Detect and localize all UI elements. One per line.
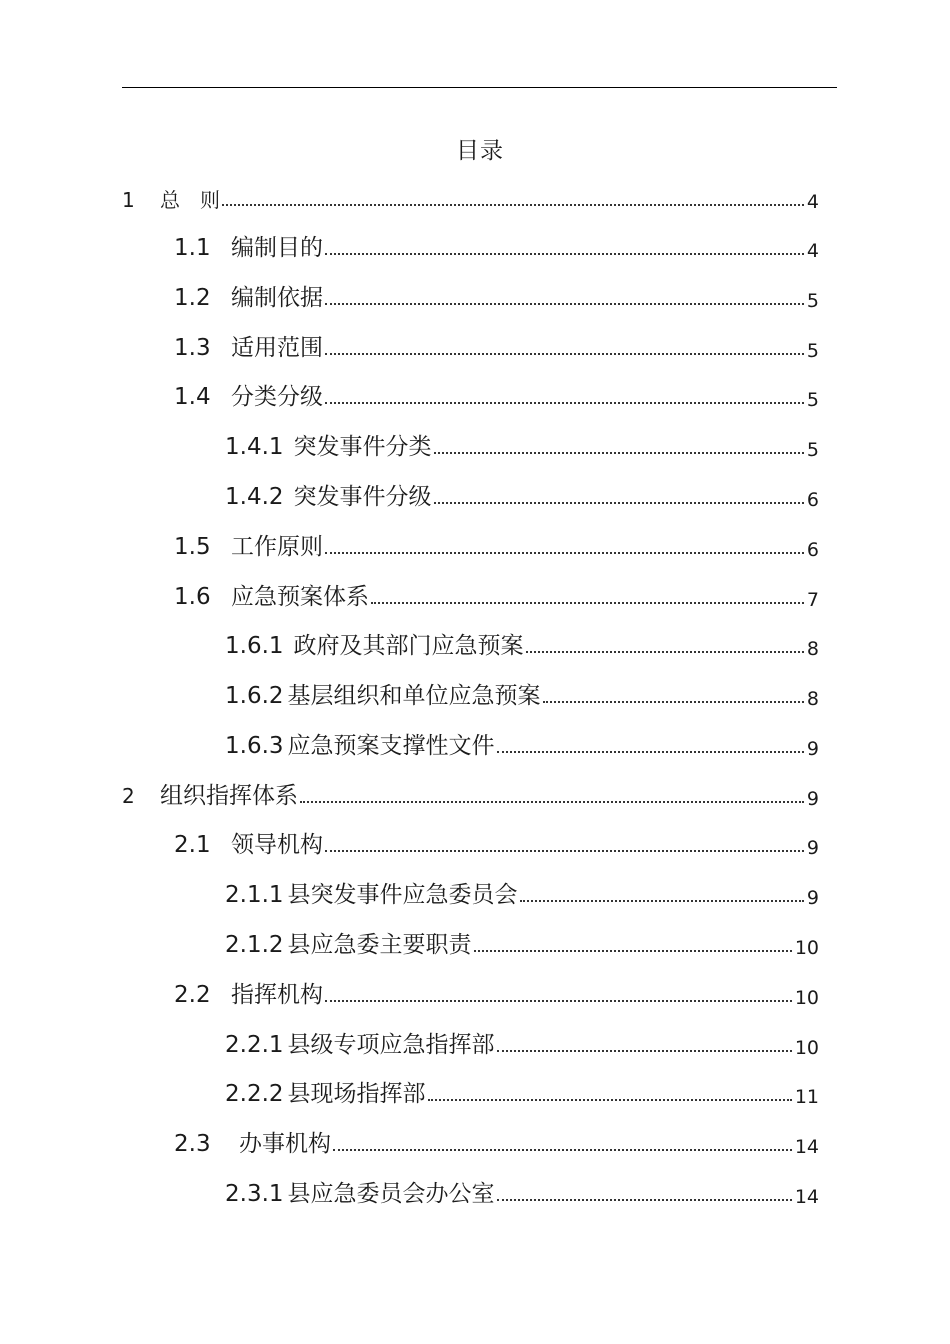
toc-entry-page: 6 <box>806 539 819 561</box>
toc-entry-title: 应急预案体系 <box>231 584 369 610</box>
toc-entry-number: 1.6.1 <box>225 633 284 659</box>
toc-entry-page: 10 <box>794 987 819 1009</box>
dot-leader <box>222 190 804 206</box>
toc-entry-number: 2.2 <box>174 982 211 1008</box>
toc-entry[interactable] <box>174 571 819 611</box>
toc-entry-title: 办事机构 <box>239 1131 331 1157</box>
dot-leader <box>434 488 804 504</box>
toc-entry-title: 组织指挥体系 <box>160 783 298 809</box>
toc-entry-page: 14 <box>794 1186 819 1208</box>
toc-entry-title: 编制目的 <box>231 235 323 261</box>
toc-entry[interactable] <box>225 869 819 909</box>
toc-entry-number: 1.1 <box>174 235 211 261</box>
toc-entry-title: 编制依据 <box>231 285 323 311</box>
dot-leader <box>333 1135 792 1151</box>
dot-leader <box>325 239 804 255</box>
toc-entry-number: 2.2.2 <box>225 1081 284 1107</box>
toc-entry-title: 政府及其部门应急预案 <box>293 633 524 659</box>
toc-entry-page: 9 <box>806 887 819 909</box>
toc-entry-title: 指挥机构 <box>231 982 323 1008</box>
toc-entry-title: 突发事件分类 <box>293 434 432 460</box>
dot-leader <box>497 1036 792 1052</box>
toc-entry-page: 8 <box>806 688 819 710</box>
toc-entry-page: 9 <box>806 837 819 859</box>
toc-entry-page: 11 <box>794 1086 819 1108</box>
toc-entry-title: 县级专项应急指挥部 <box>287 1032 495 1058</box>
toc-entry-number: 1.4.1 <box>225 434 284 460</box>
dot-leader <box>526 637 804 653</box>
dot-leader <box>325 289 804 305</box>
toc-entry-title: 应急预案支撑性文件 <box>287 733 495 759</box>
toc-entry-page: 7 <box>806 589 819 611</box>
toc-entry[interactable] <box>225 919 819 959</box>
toc-entry[interactable] <box>174 272 819 312</box>
dot-leader <box>325 538 804 554</box>
toc-entry-number: 1.5 <box>174 534 211 560</box>
toc-entry[interactable] <box>225 1019 819 1059</box>
toc-entry[interactable] <box>174 1118 819 1158</box>
toc-entry-number: 1.4.2 <box>225 484 284 510</box>
dot-leader <box>497 1185 792 1201</box>
toc-entry-page: 5 <box>806 389 819 411</box>
toc-entry[interactable] <box>174 322 819 362</box>
toc-entry-title: 县应急委员会办公室 <box>287 1181 495 1207</box>
toc-entry-number: 2.1.2 <box>225 932 284 958</box>
toc-entry[interactable] <box>225 670 819 710</box>
toc-entry-title: 县应急委主要职责 <box>287 932 472 958</box>
toc-entry[interactable] <box>174 819 819 859</box>
dot-leader <box>434 438 804 454</box>
toc-entry-page: 14 <box>794 1136 819 1158</box>
toc-entry-number: 2 <box>122 784 135 808</box>
dot-leader <box>497 737 804 753</box>
toc-entry-page: 4 <box>806 240 819 262</box>
toc-entry-page: 6 <box>806 489 819 511</box>
toc-entry-number: 1.4 <box>174 384 211 410</box>
toc-entry-page: 8 <box>806 638 819 660</box>
toc-entry-number: 1.6 <box>174 584 211 610</box>
toc-entry-title: 突发事件分级 <box>293 484 432 510</box>
toc-entry-page: 9 <box>806 738 819 760</box>
toc-entry-title: 分类分级 <box>231 384 323 410</box>
toc-entry-title: 基层组织和单位应急预案 <box>287 683 541 709</box>
toc-entry[interactable] <box>225 620 819 660</box>
toc-entry-number: 2.1 <box>174 832 211 858</box>
toc-entry-number: 2.2.1 <box>225 1032 284 1058</box>
toc-entry-number: 2.3.1 <box>225 1181 284 1207</box>
dot-leader <box>474 936 792 952</box>
toc-entry[interactable] <box>174 371 819 411</box>
toc-entry-number: 1.6.3 <box>225 733 284 759</box>
toc-entry[interactable] <box>225 1068 819 1108</box>
toc-entry-number: 1.3 <box>174 335 211 361</box>
dot-leader <box>371 588 804 604</box>
toc-entry-number: 1.2 <box>174 285 211 311</box>
toc-entry-page: 9 <box>806 788 819 810</box>
dot-leader <box>520 886 804 902</box>
dot-leader <box>428 1085 792 1101</box>
toc-entry-number: 1.6.2 <box>225 683 284 709</box>
toc-entry-page: 10 <box>794 1037 819 1059</box>
toc-title: 目录 <box>456 138 504 164</box>
toc-entry[interactable] <box>225 720 819 760</box>
dot-leader <box>325 986 792 1002</box>
dot-leader <box>300 787 804 803</box>
toc-entry[interactable] <box>225 421 819 461</box>
dot-leader <box>325 836 804 852</box>
toc-entry[interactable] <box>225 1168 819 1208</box>
dot-leader <box>543 687 804 703</box>
toc-entry-title: 县现场指挥部 <box>287 1081 426 1107</box>
toc-entry-number: 1 <box>122 188 135 212</box>
toc-entry-page: 5 <box>806 340 819 362</box>
toc-entry-title: 领导机构 <box>231 832 323 858</box>
toc-entry-number: 2.1.1 <box>225 882 284 908</box>
toc-entry[interactable] <box>174 969 819 1009</box>
toc-entry-title: 工作原则 <box>231 534 323 560</box>
toc-entry-page: 5 <box>806 439 819 461</box>
toc-entry-title: 县突发事件应急委员会 <box>287 882 518 908</box>
toc-entry-title: 适用范围 <box>231 335 323 361</box>
toc-entry[interactable] <box>122 173 819 213</box>
toc-entry[interactable] <box>174 222 819 262</box>
toc-entry[interactable] <box>174 521 819 561</box>
toc-entry-page: 4 <box>806 191 819 213</box>
toc-entry-number: 2.3 <box>174 1131 211 1157</box>
toc-entry[interactable] <box>122 770 819 810</box>
toc-entry-page: 5 <box>806 290 819 312</box>
toc-entry-title: 总 则 <box>160 188 220 212</box>
dot-leader <box>325 388 804 404</box>
toc-entry[interactable] <box>225 471 819 511</box>
toc-entry-page: 10 <box>794 937 819 959</box>
dot-leader <box>325 339 804 355</box>
